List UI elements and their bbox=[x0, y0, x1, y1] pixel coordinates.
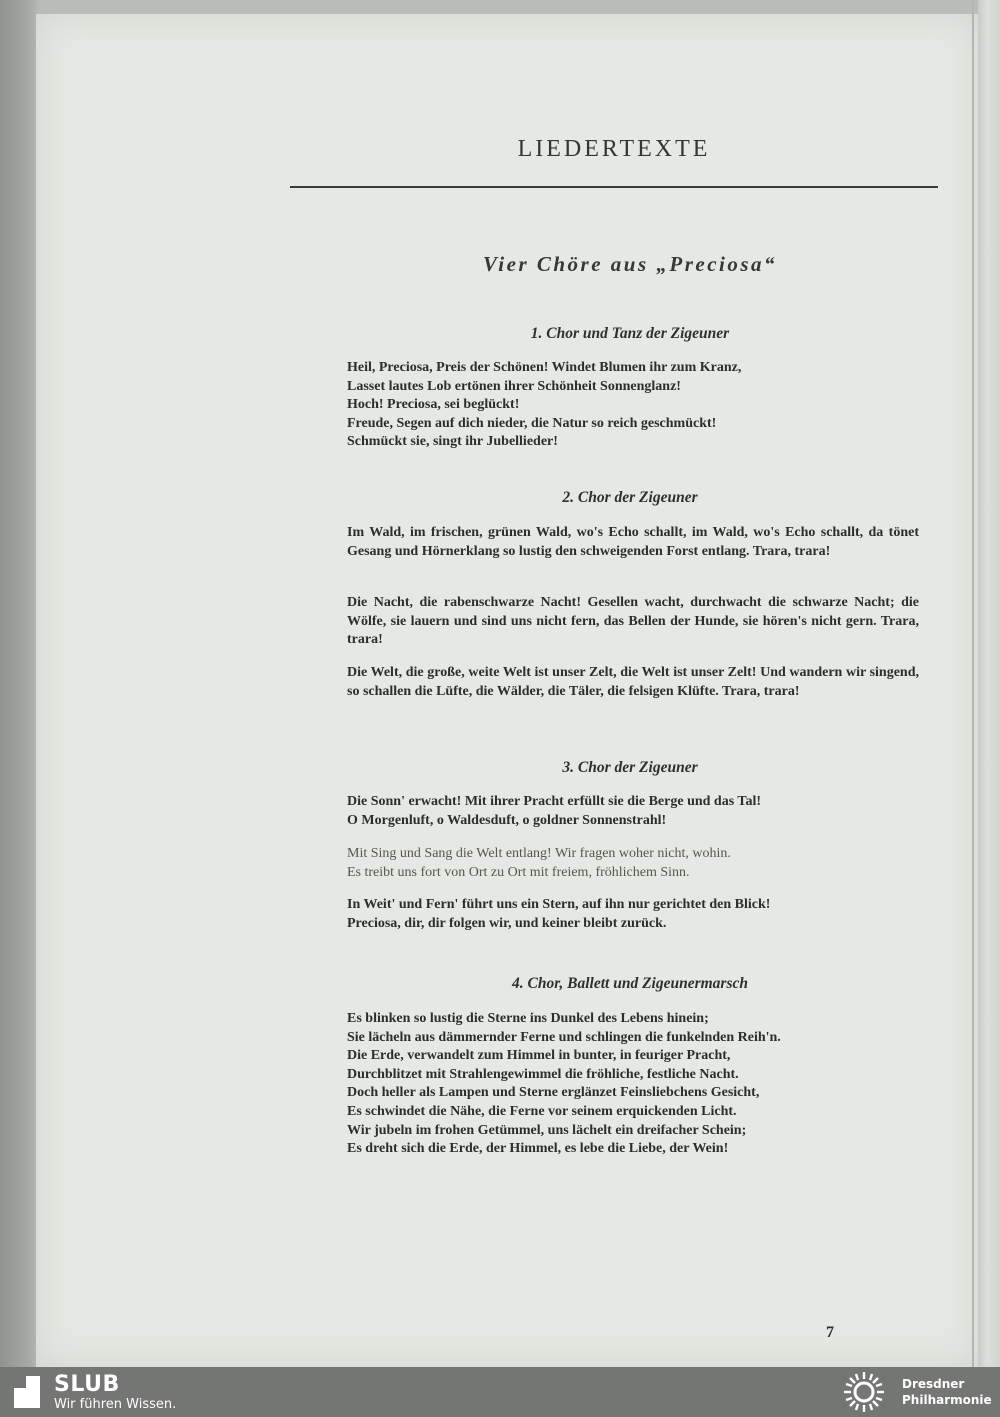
verse-line: Lasset lautes Lob ertönen ihrer Schönheit Sonnenglanz! bbox=[347, 378, 681, 394]
partner-name-line2: Philharmonie bbox=[902, 1393, 992, 1407]
verse-stanza bbox=[347, 359, 919, 452]
section-title: 2. Chor der Zigeuner bbox=[562, 489, 698, 506]
verse-paragraph: Die Welt, die große, weite Welt ist unser Zelt, die Welt ist unser Zelt! Und wandern wir singend, so schallen die Lüfte, die Wälder, die Täler, die felsigen Klüfte. Trara, trara! bbox=[347, 665, 919, 699]
partner-name-line1: Dresdner bbox=[902, 1377, 965, 1391]
verse-line: Die Erde, verwandelt zum Himmel in bunter, in feuriger Pracht, bbox=[347, 1048, 731, 1064]
heading-rule bbox=[290, 186, 938, 188]
page-number: 7 bbox=[826, 1324, 834, 1341]
verse-line: Es treibt uns fort von Ort zu Ort mit freiem, fröhlichem Sinn. bbox=[347, 864, 690, 880]
section-title: 1. Chor und Tanz der Zigeuner bbox=[530, 325, 730, 342]
verse-line: Mit Sing und Sang die Welt entlang! Wir fragen woher nicht, wohin. bbox=[347, 846, 731, 861]
section-title: 3. Chor der Zigeuner bbox=[562, 759, 698, 776]
verse-stanza bbox=[347, 845, 919, 882]
slub-logo-icon[interactable] bbox=[12, 1374, 44, 1410]
page-heading: LIEDERTEXTE bbox=[517, 136, 711, 162]
verse-line: Sie lächeln aus dämmernder Ferne und schlingen die funkelnden Reih'n. bbox=[347, 1029, 781, 1045]
page-edge-line bbox=[972, 0, 974, 1367]
verse-line: Es dreht sich die Erde, der Himmel, es lebe die Liebe, der Wein! bbox=[347, 1141, 729, 1157]
page-subtitle: Vier Chöre aus „Preciosa“ bbox=[482, 252, 778, 276]
verse-stanza bbox=[347, 896, 919, 933]
verse-line: Die Sonn' erwacht! Mit ihrer Pracht erfüllt sie die Berge und das Tal! bbox=[347, 794, 762, 809]
verse-line: Hoch! Preciosa, sei beglückt! bbox=[347, 397, 520, 413]
section-title: 4. Chor, Ballett und Zigeunermarsch bbox=[512, 975, 748, 992]
verse-line: Doch heller als Lampen und Sterne erglänzet Feinsliebchens Gesicht, bbox=[347, 1085, 760, 1101]
philharmonie-logo-icon[interactable] bbox=[842, 1370, 886, 1414]
verse-paragraph: Im Wald, im frischen, grünen Wald, wo's Echo schallt, im Wald, wo's Echo schallt, da tönet Gesang und Hörnerklang so lustig den schweigenden Forst entlang. Trara, trara! bbox=[347, 525, 919, 559]
verse-line: Wir jubeln im frohen Getümmel, uns lächelt ein dreifacher Schein; bbox=[347, 1122, 747, 1138]
verse-line: Es blinken so lustig die Sterne ins Dunkel des Lebens hinein; bbox=[347, 1011, 709, 1026]
verse-paragraph: Die Nacht, die rabenschwarze Nacht! Gesellen wacht, durchwacht die schwarze Nacht; die Wölfe, sie lauern und sind uns nicht fern, das Bellen der Hunde, sie hören's nicht gern. Trara, trara! bbox=[347, 595, 919, 648]
footer-bar bbox=[0, 1367, 1000, 1417]
verse-line: Schmückt sie, singt ihr Jubellieder! bbox=[347, 434, 558, 450]
verse-line: Freude, Segen auf dich nieder, die Natur so reich geschmückt! bbox=[347, 415, 717, 431]
verse-line: Durchblitzet mit Strahlengewimmel die fröhliche, festliche Nacht. bbox=[347, 1066, 739, 1082]
library-tagline: Wir führen Wissen. bbox=[54, 1397, 177, 1412]
verse-line: In Weit' und Fern' führt uns ein Stern, auf ihn nur gerichtet den Blick! bbox=[347, 897, 771, 912]
next-page-edge bbox=[978, 0, 1000, 1367]
verse-line: Es schwindet die Nähe, die Ferne vor seinem erquickenden Licht. bbox=[347, 1103, 737, 1119]
verse-stanza bbox=[347, 793, 919, 830]
library-name[interactable]: SLUB bbox=[54, 1372, 120, 1397]
verse-line: Heil, Preciosa, Preis der Schönen! Windet Blumen ihr zum Kranz, bbox=[347, 360, 742, 375]
verse-line: Preciosa, dir, dir folgen wir, und keiner bleibt zurück. bbox=[347, 915, 667, 931]
verse-stanza bbox=[347, 1010, 919, 1159]
verse-line: O Morgenluft, o Waldesduft, o goldner Sonnenstrahl! bbox=[347, 812, 667, 828]
